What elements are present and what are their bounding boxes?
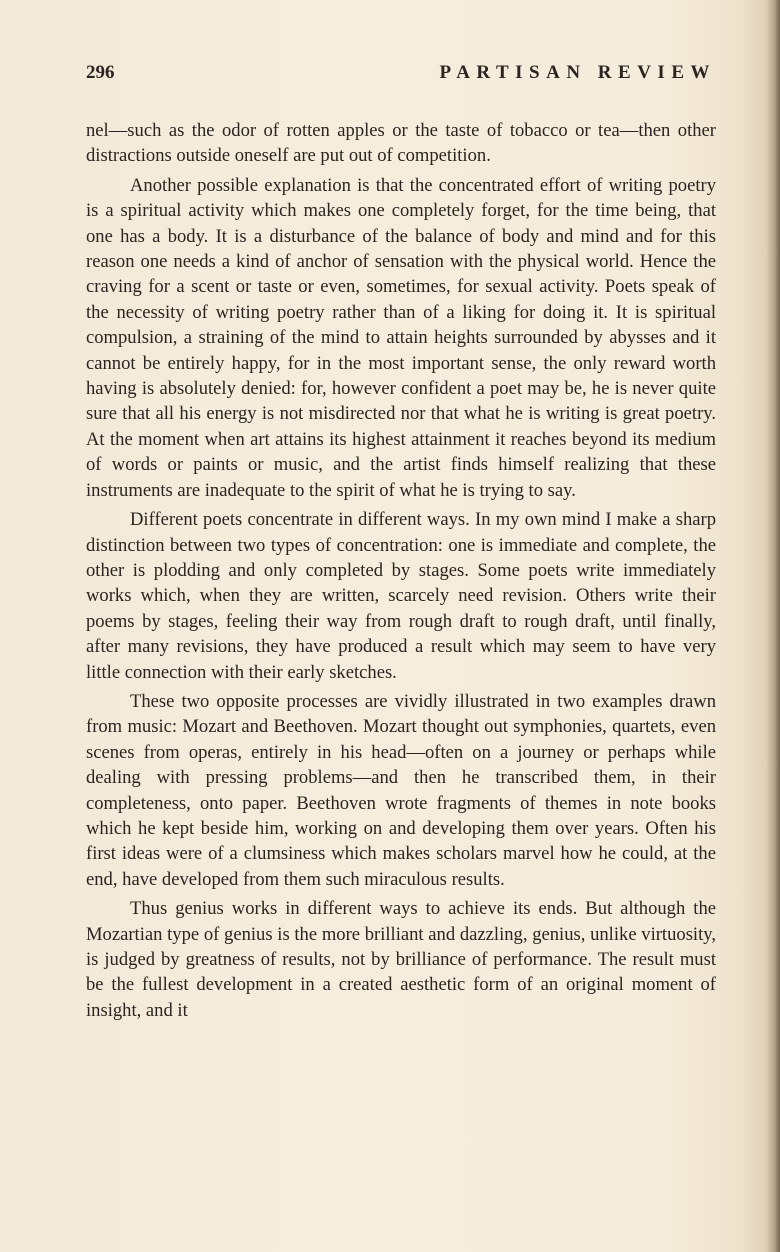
paragraph: Thus genius works in different ways to achieve its ends. But although the Mozartian type of genius is the more brilliant and dazzling, genius, unlike virtuosity, is judged by greatness of results, not by brilliance of performance. The result must be the fullest development in a created aesthetic form of an original moment of insight, and it: [86, 898, 716, 1021]
paragraph: Another possible explanation is that the concentrated effort of writing poetry is a spiritual activity which makes one completely forget, for the time being, that one has a body. It is a disturbance of the balance of body and mind and for this reason one needs a kind of anchor of sensation with the physical world. Hence the craving for a scent or taste or even, sometimes, for sexual activity. Poets speak of the necessity of writing poetry rather than of a liking for doing it. It is spiritual compulsion, a straining of the mind to attain heights surrounded by abysses and it cannot be entirely happy, for in the most important sense, the only reward worth having is absolutely denied: for, however confident a poet may be, he is never quite sure that all his energy is not misdirected nor that what he is writing is great poetry. At the moment when art attains its highest attainment it reaches beyond its medium of words or paints or music, and the artist finds himself realizing that these instruments are inadequate to the spirit of what he is trying to say.: [86, 174, 716, 501]
page-edge-shadow: [766, 0, 780, 1252]
body-text: [86, 118, 716, 1023]
journal-title: PARTISAN REVIEW: [439, 62, 716, 83]
page-number: 296: [86, 62, 115, 83]
paragraph: Different poets concentrate in different ways. In my own mind I make a sharp distinction between two types of concentration: one is immediate and complete, the other is plodding and only completed by stages. Some poets write immediately works which, when they are written, scarcely need revision. Others write their poems by stages, feeling their way from rough draft to rough draft, until finally, after many revisions, they have produced a result which may seem to have very little connection with their early sketches.: [86, 509, 716, 683]
paragraph-continued: nel—such as the odor of rotten apples or the taste of tobacco or tea—then other distractions outside oneself are put out of competition.: [86, 120, 716, 167]
running-header: [86, 62, 716, 92]
paragraph: These two opposite processes are vividly illustrated in two examples drawn from music: Mozart and Beethoven. Mozart thought out symphonies, quartets, even scenes from operas, entirely in his head—often on a journey or perhaps while dealing with pressing problems—and then he transcribed them, in their completeness, onto paper. Beethoven wrote fragments of themes in note books which he kept beside him, working on and developing them over years. Often his first ideas were of a clumsiness which makes scholars marvel how he could, at the end, have developed from them such miraculous results.: [86, 690, 716, 890]
